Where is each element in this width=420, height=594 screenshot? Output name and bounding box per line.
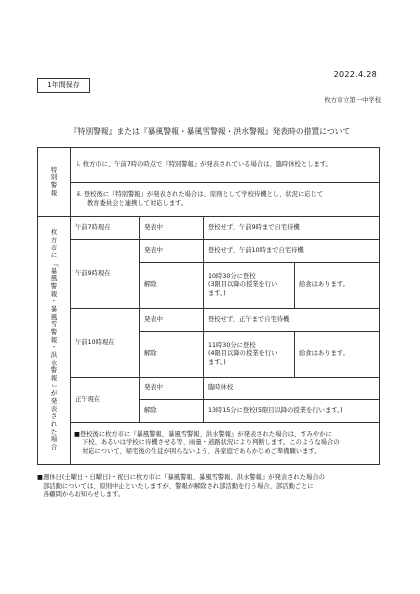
time-noon: 正午現在 [71,378,140,423]
vertical-char: 市 [50,243,58,252]
special-warning-item-2 [71,183,380,217]
action-10am-lifted-l2: (4限目以降の授業を行い [208,350,278,358]
vertical-char: 報 [50,188,58,197]
action-noon-active: 臨時休校 [204,378,380,400]
status-9am-lifted: 解除 [140,263,204,309]
after-arrival-note [71,423,380,465]
storm-warning-table [37,216,380,465]
vertical-char: 合 [50,442,58,451]
vertical-char: が [50,389,58,398]
vertical-char: 別 [50,173,58,182]
action-9am-active: 登校せず、午前10時まで自宅待機 [204,240,380,263]
weekend-note-l1: ■週休日(土曜日・日曜日)・祝日に枚方市に『暴風警報、暴風雪警報、洪水警報』が発表された場合の [37,474,325,481]
vertical-char: 報 [50,335,58,344]
after-arrival-note-l2: 下校、あるいは学校に待機させる等、雨量・道路状況により判断します。このような場合の [82,439,340,447]
lunch-9am: 給食はあります。 [295,263,380,309]
vertical-char: さ [50,412,58,421]
vertical-char: 場 [50,435,58,444]
special-warning-label-text [38,167,70,198]
vertical-char: 報 [50,289,58,298]
page-title: 『特別警報』または『暴風警報・暴風雪警報・洪水警報』発表時の措置について [69,127,351,136]
action-7am: 登校せず、午前9時まで自宅待機 [204,217,380,240]
vertical-char: 特 [50,165,58,174]
weekend-club-note [37,474,381,500]
vertical-char: 風 [50,274,58,283]
vertical-char: ・ [50,297,58,306]
action-10am-lifted-l1: 11時30分に登校 [208,342,256,350]
vertical-char: た [50,427,58,436]
special-warning-item-2-line2: 教育委員会と連携して対応します。 [87,199,188,207]
after-arrival-note-l3: 対応について、帰宅後の生徒が困らないよう、各家庭であらかじめご準備願います。 [82,447,321,455]
date: 2022.4.28 [333,70,377,79]
time-7am: 午前7時現在 [71,217,140,240]
action-9am-lifted [204,263,295,309]
status-noon-lifted: 解除 [140,400,204,423]
storm-warning-label-text [38,229,70,451]
action-noon-lifted: 13時15分に登校(5限目以降の授業を行います。) [204,400,380,423]
action-9am-lifted-l1: 10時30分に登校 [208,273,256,281]
lunch-10am: 給食はあります。 [295,332,380,378]
vertical-char: れ [50,419,58,428]
storm-warning-label [38,217,71,465]
vertical-char: 警 [50,282,58,291]
vertical-char: 発 [50,396,58,405]
vertical-char: ・ [50,343,58,352]
vertical-char: 風 [50,312,58,321]
vertical-char: に [50,251,58,260]
after-arrival-note-l1: ■登校後に枚方市に『暴風警報、暴風雪警報、洪水警報』が発表された場合は、すみやかに [74,431,332,439]
vertical-char: 警 [50,366,58,375]
vertical-char: 警 [50,181,58,189]
vertical-char: 表 [50,404,58,413]
action-10am-lifted-l3: ます。) [208,358,226,366]
vertical-char: 雪 [50,320,58,329]
status-10am-lifted: 解除 [140,332,204,378]
special-warning-label [38,148,71,217]
action-10am-active: 登校せず、正午まで自宅待機 [204,309,380,332]
status-7am: 発表中 [140,217,204,240]
time-10am: 午前10時現在 [71,309,140,378]
status-10am-active: 発表中 [140,309,204,332]
school-name: 枚方市立第一中学校 [324,97,381,104]
vertical-char: 枚 [50,228,58,237]
vertical-char: 洪 [50,350,58,359]
vertical-char: 方 [50,236,58,245]
action-10am-lifted [204,332,295,378]
vertical-char: 報 [50,373,58,382]
status-noon-active: 発表中 [140,378,204,400]
special-warning-item-1: ⅰ. 枚方市に、午前7時の時点で『特別警報』が発表されている場合は、臨時休校とします。 [71,148,380,183]
special-warning-table [37,147,380,217]
special-warning-item-2-line1: ⅱ. 登校後に『特別警報』が発表された場合は、原則として学校待機とし、状況に応じて [77,191,324,199]
weekend-note-l3: 各顧問からお知らせします。 [43,491,125,498]
vertical-char: 『 [50,260,59,268]
retention-badge: 1年間保存 [37,78,90,93]
action-9am-lifted-l2: (3限目以降の授業を行い [208,281,278,289]
vertical-char: 』 [50,383,59,390]
vertical-char: 警 [50,328,58,337]
status-9am-active: 発表中 [140,240,204,263]
action-9am-lifted-l3: ます。) [208,289,226,297]
vertical-char: 水 [50,358,58,367]
time-9am: 午前9時現在 [71,240,140,309]
weekend-note-l2: 部活動については、原則中止といたしますが、警報が解除され部活動を行う場合、部活動ごとに [43,482,314,490]
vertical-char: 暴 [50,266,58,275]
vertical-char: 暴 [50,305,58,314]
